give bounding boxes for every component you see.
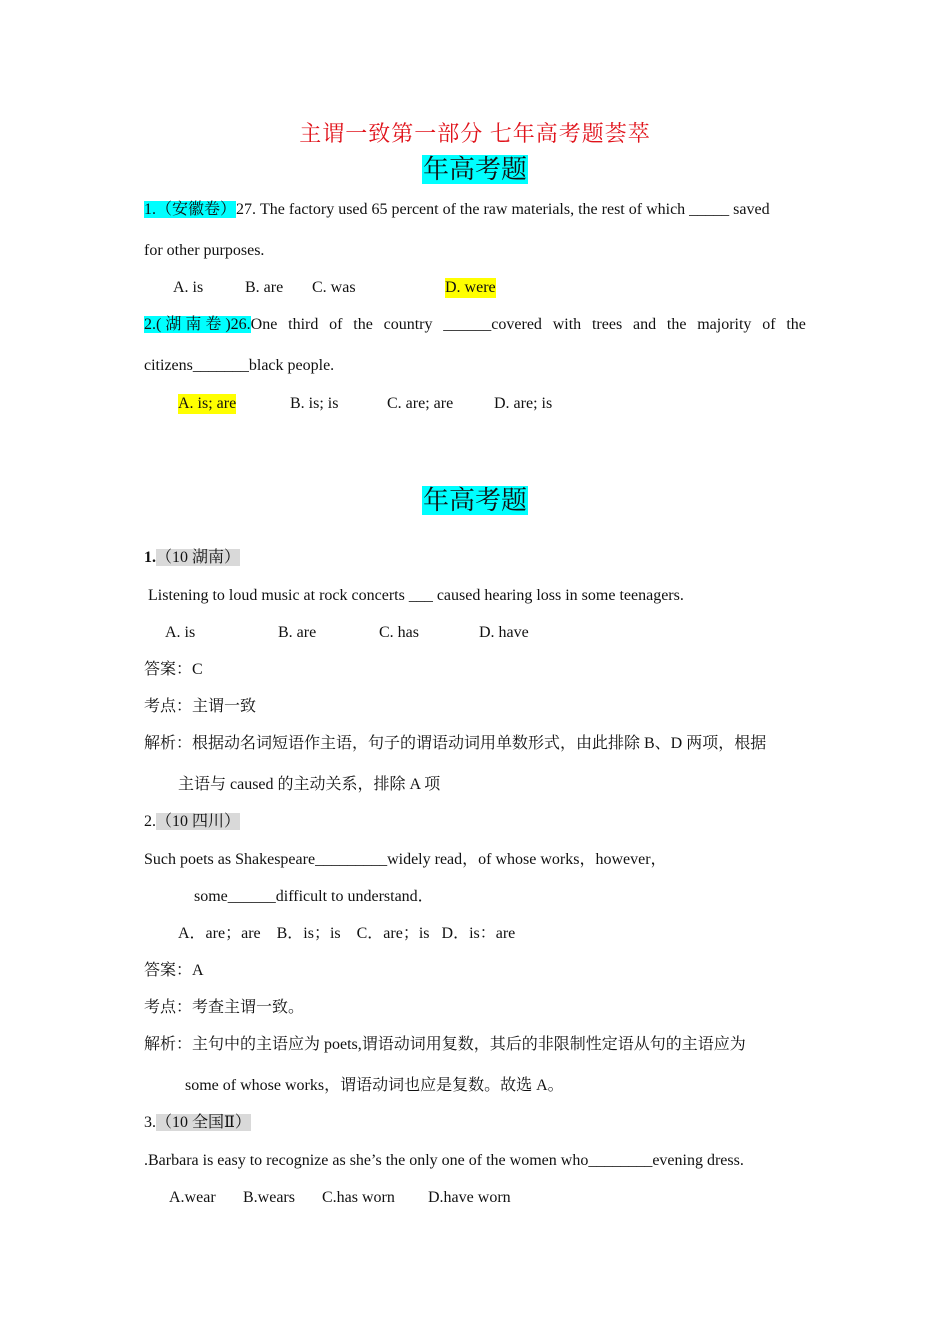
s2-question-3-option-a: A.wear bbox=[169, 1189, 216, 1206]
question-1-option-a: A. is bbox=[173, 279, 204, 296]
word: majority bbox=[697, 316, 752, 333]
s2-question-3-option-b: B.wears bbox=[243, 1189, 295, 1206]
section-heading-1 bbox=[0, 155, 950, 185]
page-title: 主谓一致第一部分 七年高考题荟萃 bbox=[299, 121, 651, 146]
question-source: （10 四川） bbox=[156, 813, 241, 830]
question-2-line-1 bbox=[144, 315, 806, 335]
word: with bbox=[552, 316, 582, 333]
s2-question-3-option-c: C.has worn bbox=[322, 1189, 395, 1206]
question-source: （10 全国Ⅱ） bbox=[156, 1114, 251, 1131]
s2-question-2-label bbox=[144, 812, 240, 832]
s2-question-2-options: A．are；are B．is；is C．are；is D．is：are bbox=[178, 925, 516, 942]
question-source: 1.（安徽卷） bbox=[144, 201, 237, 218]
word: country bbox=[383, 316, 433, 333]
s2-question-1-analysis-2: 主语与 caused 的主动关系，排除 A 项 bbox=[178, 776, 441, 793]
question-2-option-d: D. are; is bbox=[494, 395, 553, 412]
s2-question-3-label bbox=[144, 1113, 251, 1133]
s2-question-2-stem-1: Such poets as Shakespeare_________widely read，of whose works，however， bbox=[144, 851, 667, 868]
question-1-line-1 bbox=[144, 200, 770, 220]
word: third bbox=[288, 316, 319, 333]
question-2-option-a-answer: A. is; are bbox=[178, 395, 237, 412]
section-heading-text: 年高考题 bbox=[422, 155, 527, 184]
word: trees bbox=[591, 316, 623, 333]
s2-question-1-option-b: B. are bbox=[278, 624, 317, 641]
section-heading-text: 年高考题 bbox=[422, 486, 527, 515]
question-2-line-2: citizens_______black people. bbox=[144, 357, 335, 374]
question-1-option-c: C. was bbox=[312, 279, 356, 296]
question-source: 2.( 湖 南 卷 )26. bbox=[144, 316, 251, 333]
word: of bbox=[329, 316, 343, 333]
section-heading-2 bbox=[0, 486, 950, 516]
question-2-option-b: B. is; is bbox=[290, 395, 339, 412]
question-number: 3. bbox=[144, 1114, 156, 1131]
s2-question-3-stem: .Barbara is easy to recognize as she’s the only one of the women who________evening dress. bbox=[144, 1152, 744, 1169]
s2-question-1-stem: Listening to loud music at rock concerts ___ caused hearing loss in some teenagers. bbox=[148, 587, 684, 604]
s2-question-3-option-d: D.have worn bbox=[428, 1189, 511, 1206]
s2-question-2-answer: 答案：A bbox=[144, 962, 204, 979]
s2-question-1-point: 考点：主谓一致 bbox=[144, 698, 257, 715]
question-2-option-c: C. are; are bbox=[387, 395, 454, 412]
s2-question-1-label bbox=[144, 548, 240, 568]
s2-question-1-analysis-1: 解析：根据动名词短语作主语，句子的谓语动词用单数形式，由此排除 B、D 两项，根据 bbox=[144, 735, 767, 752]
word: of bbox=[762, 316, 776, 333]
question-number: 1. bbox=[144, 549, 156, 566]
s2-question-2-point: 考点：考查主谓一致。 bbox=[144, 999, 305, 1016]
s2-question-1-option-d: D. have bbox=[479, 624, 529, 641]
question-1-line-2: for other purposes. bbox=[144, 242, 265, 259]
s2-question-2-analysis-2: some of whose works，谓语动词也应是复数。故选 A。 bbox=[185, 1077, 564, 1094]
s2-question-1-option-a: A. is bbox=[165, 624, 196, 641]
question-source: （10 湖南） bbox=[156, 549, 241, 566]
s2-question-1-answer: 答案：C bbox=[144, 661, 203, 678]
word: the bbox=[666, 316, 687, 333]
s2-question-2-stem-2: some______difficult to understand． bbox=[194, 888, 434, 905]
word: the bbox=[786, 316, 806, 333]
s2-question-2-analysis-1: 解析：主句中的主语应为 poets,谓语动词用复数，其后的非限制性定语从句的主语应为 bbox=[144, 1036, 746, 1053]
s2-question-1-option-c: C. has bbox=[379, 624, 419, 641]
word: ______covered bbox=[443, 316, 542, 333]
word: the bbox=[353, 316, 373, 333]
question-number: 2. bbox=[144, 813, 156, 830]
word: One bbox=[250, 316, 278, 333]
word: and bbox=[632, 316, 657, 333]
question-1-option-b: B. are bbox=[245, 279, 284, 296]
question-1-option-d-answer: D. were bbox=[445, 279, 496, 296]
question-text: 27. The factory used 65 percent of the raw materials, the rest of which _____ saved bbox=[236, 201, 770, 218]
